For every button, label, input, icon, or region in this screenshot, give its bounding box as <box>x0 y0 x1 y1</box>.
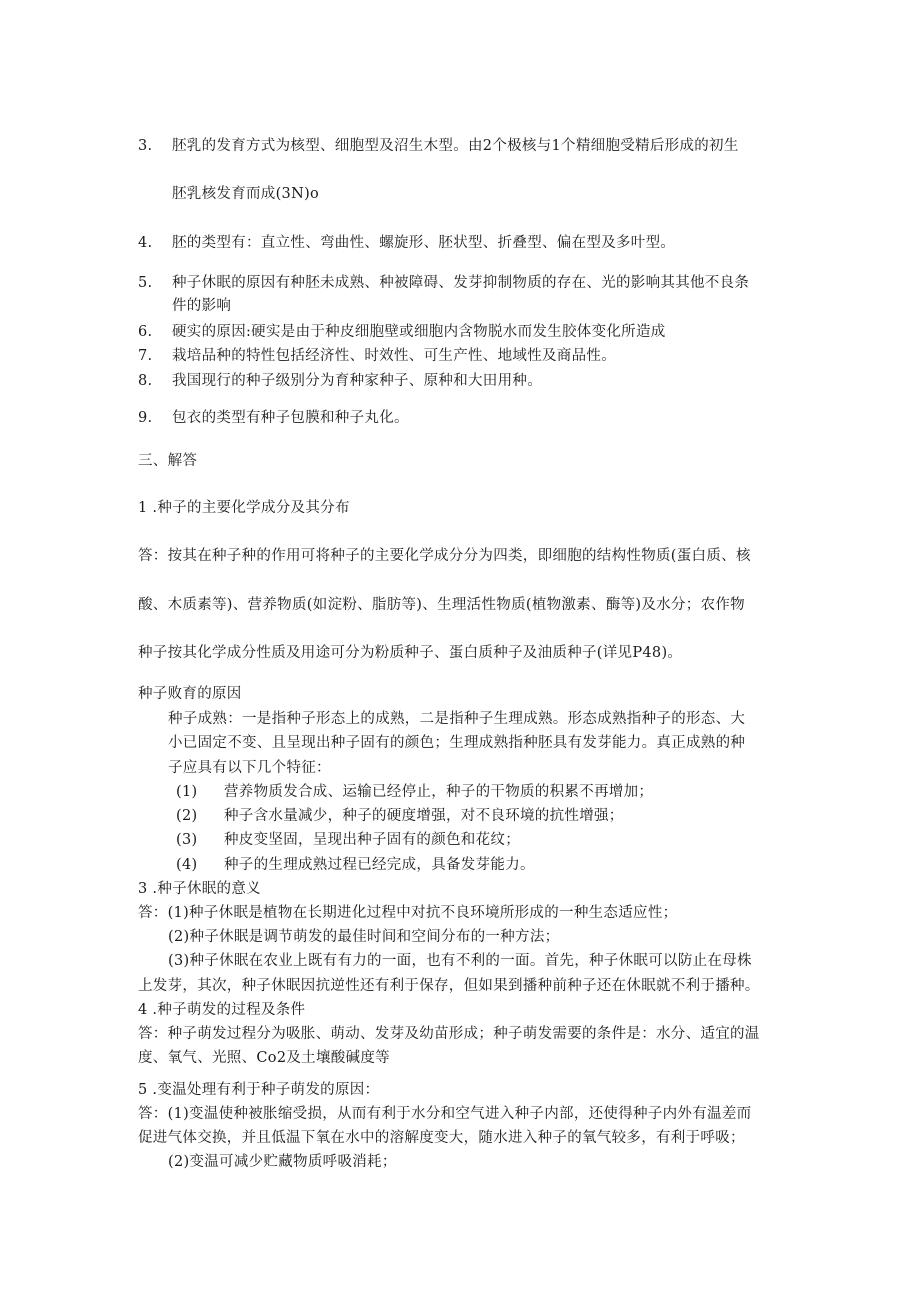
point-1-text: 营养物质发合成、运输已经停止，种子的干物质的积累不再增加； <box>224 784 654 800</box>
item-5-text-line-2: 件的影响 <box>172 298 232 314</box>
question-1-answer-line-2: 酸、木质素等)、营养物质(如淀粉、脂肪等)、生理活性物质(植物激素、酶等)及水分；农作物 <box>138 597 745 613</box>
item-6-text: 硬实的原因:硬实是由于种皮细胞壁或细胞内含物脱水而发生胶体变化所造成 <box>172 324 666 340</box>
question-1-answer-line-1: 答：按其在种子种的作用可将种子的主要化学成分分为四类，即细胞的结构性物质(蛋白质、核 <box>138 548 751 564</box>
item-4-text: 胚的类型有：直立性、弯曲性、螺旋形、胚状型、折叠型、偏在型及多叶型。 <box>172 235 676 251</box>
item-3-number: 3. <box>138 138 153 154</box>
question-3-line-1: 答：(1)种子休眠是植物在长期进化过程中对抗不良环境所形成的一种生态适应性； <box>138 905 678 921</box>
item-9-number: 9. <box>138 410 153 426</box>
section-heading: 三、解答 <box>138 453 198 469</box>
point-3-text: 种皮变坚固，呈现出种子固有的颜色和花纹； <box>224 832 520 848</box>
item-5-text-line-1: 种子休眠的原因有种胚未成熟、种被障碍、发芽抑制物质的存在、光的影响其其他不良条 <box>172 275 750 291</box>
point-4-text: 种子的生理成熟过程已经完成，具备发芽能力。 <box>224 857 535 873</box>
question-3-line-4: 上发芽，其次，种子休眠因抗逆性还有利于保存，但如果到播种前种子还在休眠就不利于播种。 <box>138 978 760 994</box>
item-9-text: 包衣的类型有种子包膜和种子丸化。 <box>172 410 409 426</box>
item-6-number: 6. <box>138 324 153 340</box>
question-5-line-2: 促进气体交换，并且低温下氧在水中的溶解度变大，随水进入种子的氧气较多，有利于呼吸； <box>138 1130 745 1146</box>
question-1-title: 1 .种子的主要化学成分及其分布 <box>138 500 350 516</box>
question-3-line-2: (2)种子休眠是调节萌发的最佳时间和空间分布的一种方法； <box>168 929 560 945</box>
question-4-line-1: 答：种子萌发过程分为吸胀、萌动、发芽及幼苗形成；种子萌发需要的条件是：水分、适宜的温 <box>138 1026 760 1042</box>
question-1-answer-line-3: 种子按其化学成分性质及用途可分为粉质种子、蛋白质种子及油质种子(详见P48)。 <box>138 645 683 661</box>
question-5-line-3: (2)变温可减少贮藏物质呼吸消耗； <box>168 1154 397 1170</box>
question-4-title: 4 .种子萌发的过程及条件 <box>138 1002 306 1018</box>
item-4-number: 4. <box>138 235 153 251</box>
item-8-text: 我国现行的种子级别分为育种家种子、原种和大田用种。 <box>172 373 542 389</box>
question-2-intro-line-3: 子应具有以下几个特征： <box>168 760 331 776</box>
item-3-text-line-2: 胚乳核发育而成(3N)o <box>172 186 320 202</box>
item-5-number: 5. <box>138 275 153 291</box>
question-2-intro-line-2: 小已固定不变、且呈现出种子固有的颜色；生理成熟指种胚具有发芽能力。真正成熟的种 <box>168 735 746 751</box>
point-2-number: (2) <box>176 808 198 824</box>
point-2-text: 种子含水量减少，种子的硬度增强，对不良环境的抗性增强； <box>224 808 624 824</box>
point-1-number: (1) <box>176 784 198 800</box>
point-4-number: (4) <box>176 857 198 873</box>
question-3-title: 3 .种子休眠的意义 <box>138 881 261 897</box>
question-3-line-3: (3)种子休眠在农业上既有有力的一面，也有不利的一面。首先，种子休眠可以防止在母株 <box>168 953 752 969</box>
item-8-number: 8. <box>138 373 153 389</box>
question-5-line-1: 答：(1)变温使种被胀缩受损，从而有利于水分和空气进入种子内部，还使得种子内外有温差而 <box>138 1106 752 1122</box>
item-3-text-line-1: 胚乳的发育方式为核型、细胞型及沼生木型。由2个极核与1个精细胞受精后形成的初生 <box>172 138 739 154</box>
question-2-title: 种子败育的原因 <box>138 686 242 702</box>
question-4-line-2: 度、氧气、光照、Co2及土壤酸碱度等 <box>138 1050 390 1066</box>
question-5-title: 5 .变温处理有利于种子萌发的原因： <box>138 1082 380 1098</box>
item-7-number: 7. <box>138 348 153 364</box>
question-2-intro-line-1: 种子成熟：一是指种子形态上的成熟，二是指种子生理成熟。形态成熟指种子的形态、大 <box>168 711 746 727</box>
point-3-number: (3) <box>176 832 198 848</box>
item-7-text: 栽培品种的特性包括经济性、时效性、可生产性、地域性及商品性。 <box>172 348 616 364</box>
